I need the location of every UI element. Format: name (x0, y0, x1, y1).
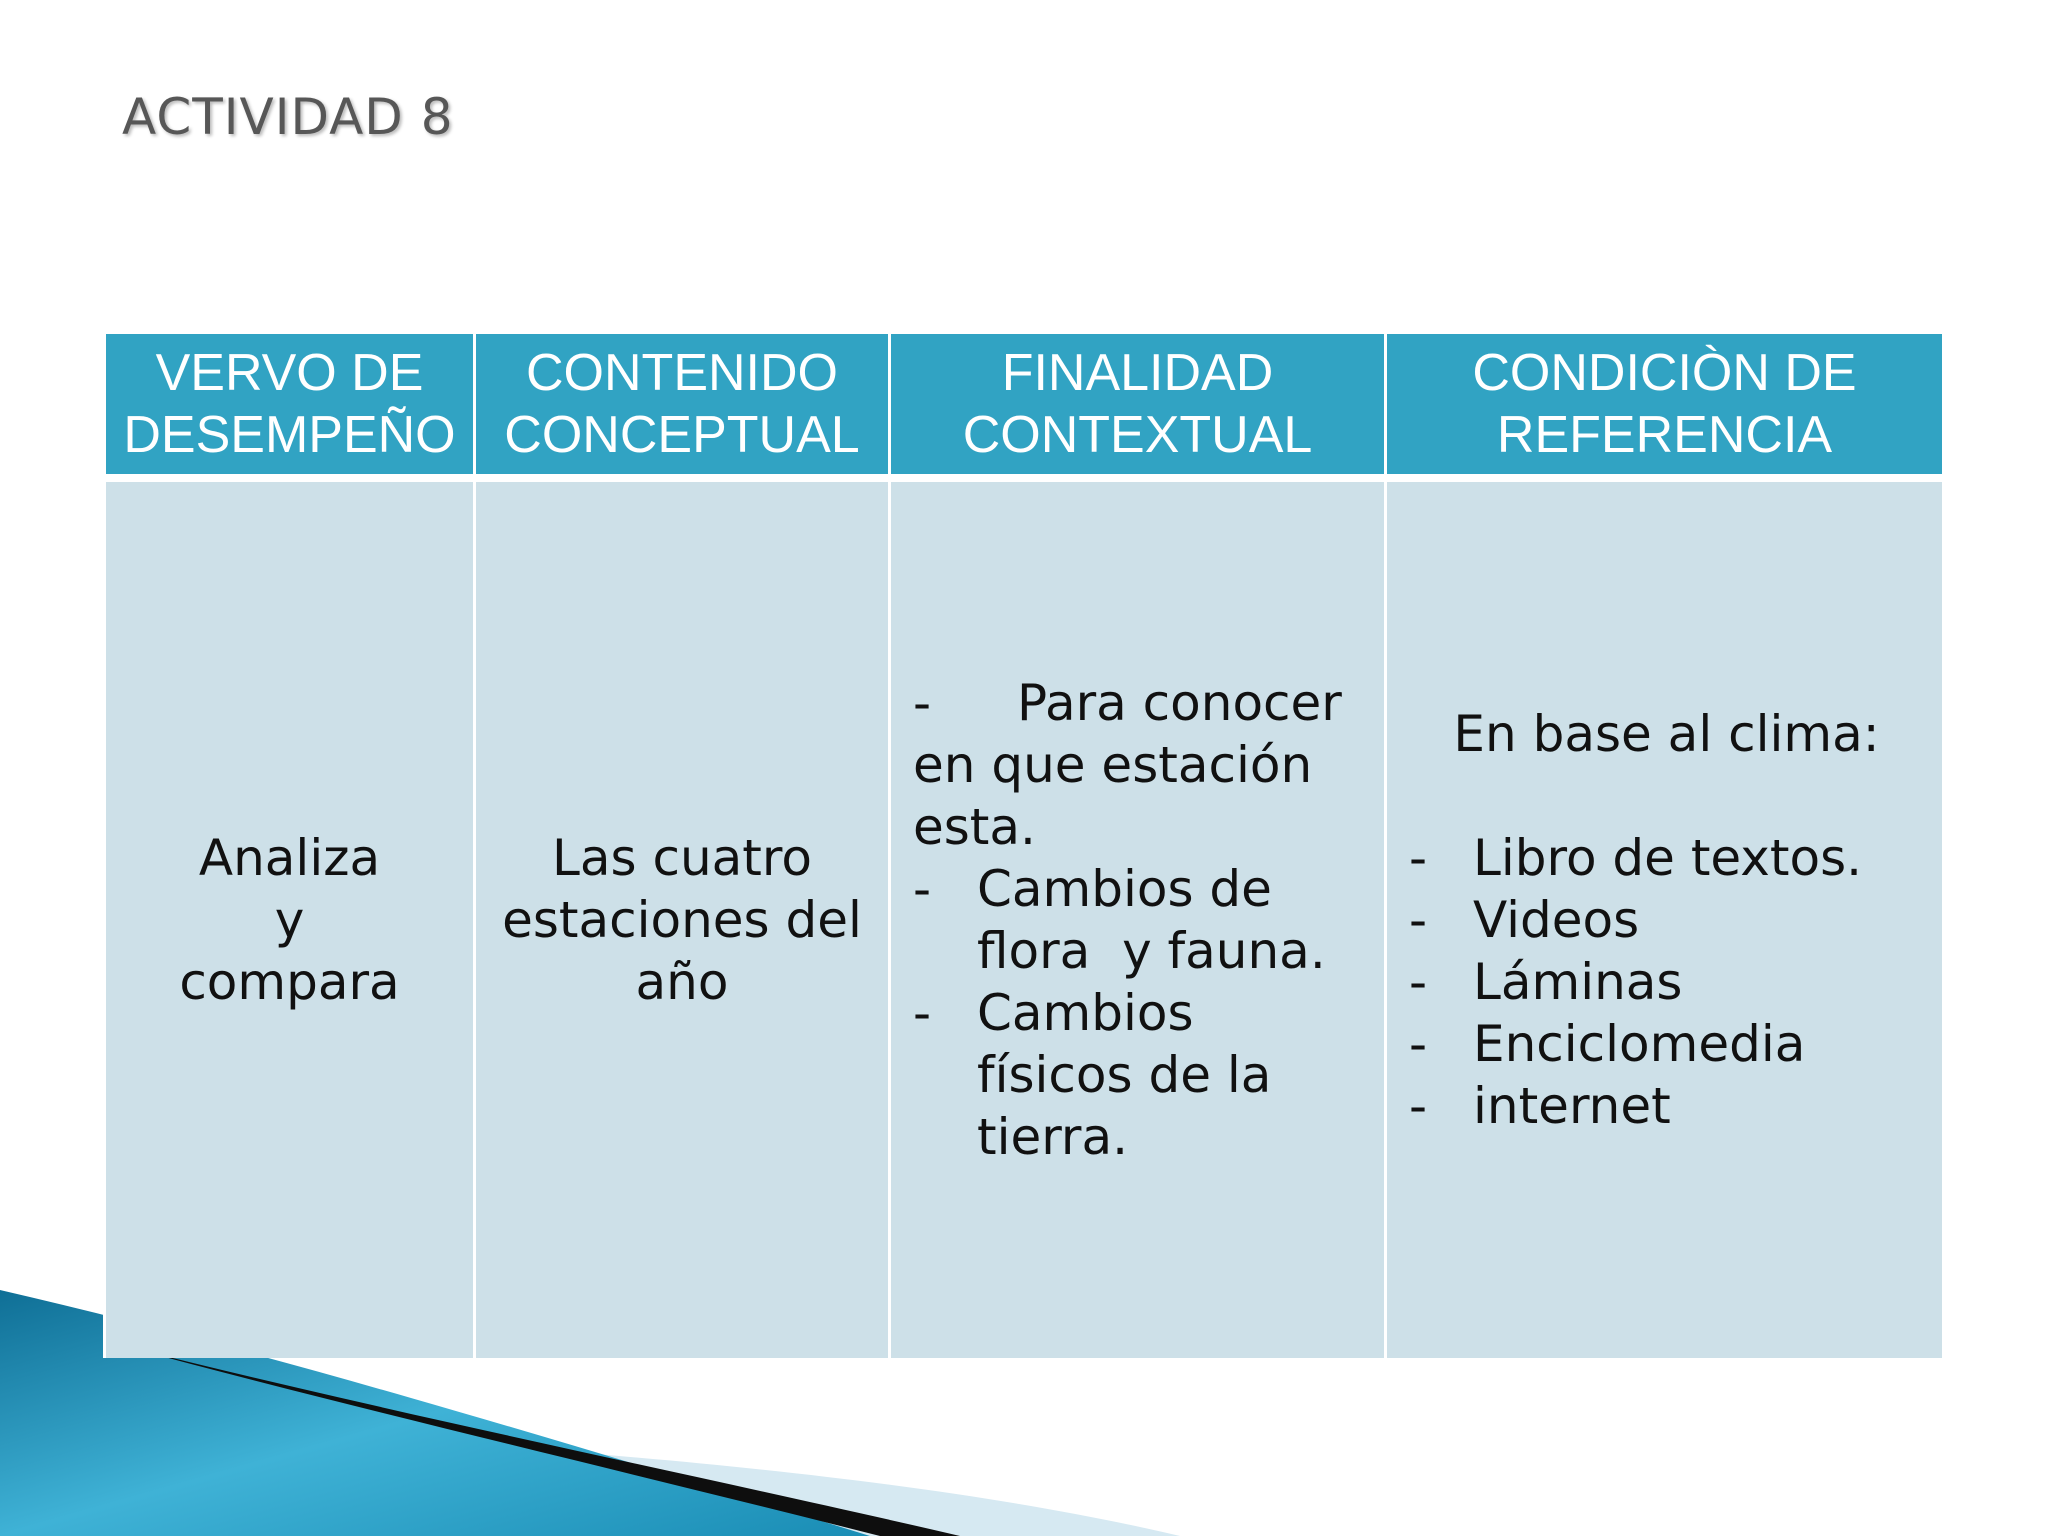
condicion-item-text: Libro de textos. (1473, 829, 1863, 887)
finalidad-first-dash: - (913, 674, 932, 732)
cell-contenido (475, 478, 890, 1358)
list-dash: - (1409, 891, 1428, 949)
list-dash: - (1409, 953, 1428, 1011)
finalidad-first-text: Para conocer (1017, 674, 1342, 732)
table-row (105, 478, 1944, 1358)
finalidad-list (913, 858, 1374, 1168)
condicion-item-text: Enciclomedia (1473, 1015, 1806, 1073)
finalidad-first-item (913, 672, 1374, 858)
cell-verbo (105, 478, 475, 1358)
list-item (913, 858, 1374, 982)
header-verbo-line1: VERVO DE (155, 344, 424, 402)
verbo-line2: y (274, 891, 305, 949)
list-dash: - (1409, 1077, 1428, 1135)
list-dash: - (913, 860, 932, 918)
header-contenido-line2: CONCEPTUAL (504, 406, 860, 464)
list-dash: - (1409, 1015, 1428, 1073)
list-item (1409, 1075, 1924, 1137)
list-item (1409, 1013, 1924, 1075)
condicion-item-text: internet (1473, 1077, 1671, 1135)
header-contenido (475, 334, 890, 478)
verbo-line1: Analiza (198, 829, 381, 887)
list-item (913, 982, 1374, 1168)
finalidad-item2-line3: tierra. (977, 1108, 1129, 1166)
header-contenido-line1: CONTENIDO (526, 344, 838, 402)
cell-finalidad (890, 478, 1386, 1358)
header-condicion (1386, 334, 1944, 478)
cell-condicion (1386, 478, 1944, 1358)
finalidad-item2-line1: Cambios (977, 984, 1194, 1042)
list-item (1409, 827, 1924, 889)
activity-table (103, 334, 1945, 1358)
table-header-row (105, 334, 1944, 478)
header-verbo (105, 334, 475, 478)
list-item (1409, 951, 1924, 1013)
header-verbo-line2: DESEMPEÑO (123, 406, 456, 464)
header-condicion-line1: CONDICIÒN DE (1472, 344, 1857, 402)
list-dash: - (1409, 829, 1428, 887)
condicion-intro: En base al clima: (1453, 705, 1880, 763)
slide-title: ACTIVIDAD 8 (122, 88, 454, 146)
header-finalidad-line2: CONTEXTUAL (962, 406, 1313, 464)
header-finalidad-line1: FINALIDAD (1001, 344, 1274, 402)
finalidad-item2-line2: físicos de la (977, 1046, 1272, 1104)
finalidad-first-cont1: en que estación (913, 736, 1313, 794)
condicion-item-text: Videos (1473, 891, 1640, 949)
header-condicion-line2: REFERENCIA (1496, 406, 1833, 464)
finalidad-first-cont2: esta. (913, 798, 1036, 856)
contenido-line2: estaciones del (502, 891, 862, 949)
list-item (1409, 889, 1924, 951)
header-finalidad (890, 334, 1386, 478)
verbo-line3: compara (179, 953, 400, 1011)
finalidad-item1-line2: flora y fauna. (977, 922, 1326, 980)
contenido-line3: año (635, 953, 729, 1011)
list-dash: - (913, 984, 932, 1042)
contenido-line1: Las cuatro (552, 829, 812, 887)
condicion-item-text: Láminas (1473, 953, 1683, 1011)
finalidad-item1-line1: Cambios de (977, 860, 1272, 918)
condicion-list (1409, 827, 1924, 1137)
